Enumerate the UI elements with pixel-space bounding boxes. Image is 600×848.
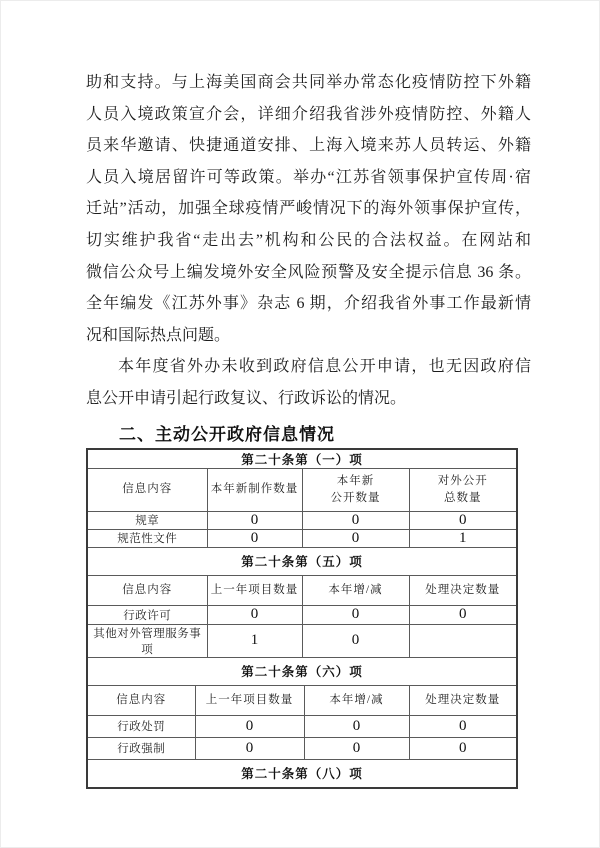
- text-line: 全年编发《江苏外事》杂志 6 期，介绍我省外事工作最新情: [86, 295, 531, 313]
- table-row: [87, 737, 517, 759]
- text-line: 况和国际热点问题。: [86, 326, 231, 344]
- column-header-text: 信息内容: [122, 483, 173, 496]
- column-header-text: 本年新: [336, 474, 375, 487]
- page-content: [86, 67, 531, 789]
- column-header-row: [87, 685, 517, 715]
- text-line: 员来华邀请、快捷通道安排、上海入境来苏人员转运、外籍: [86, 137, 531, 155]
- row-label-cell: 行政许可: [87, 605, 207, 624]
- section-heading: 二、主动公开政府信息情况: [119, 424, 335, 444]
- column-header-cell: [207, 575, 302, 605]
- text-line: 切实维护我省“走出去”机构和公民的合法权益。在网站和: [86, 231, 531, 249]
- column-header-row: [87, 468, 517, 511]
- text-line: 息公开申请引起行政复议、行政诉讼的情况。: [86, 389, 407, 407]
- column-header-text: 信息内容: [116, 693, 167, 706]
- text-line: 人员入境居留许可等政策。举办“江苏省领事保护宣传周·宿: [86, 168, 531, 186]
- column-header-cell: [87, 468, 207, 511]
- column-header-cell: [409, 575, 517, 605]
- column-header-text: 对外公开: [437, 474, 488, 487]
- row-label-cell: 其他对外管理服务事项: [87, 624, 207, 657]
- column-header-cell: [87, 685, 195, 715]
- column-header-text: 本年增/减: [329, 693, 384, 706]
- table-section-title: 第二十条第（一）项: [87, 449, 517, 469]
- value-cell: 0: [302, 624, 409, 657]
- column-header-cell: [302, 468, 409, 511]
- column-header-cell: [409, 468, 517, 511]
- column-header-text: 本年增/减: [328, 583, 383, 596]
- value-cell: 0: [409, 511, 517, 529]
- column-header-row: [87, 575, 517, 605]
- value-cell: 1: [207, 624, 302, 657]
- table-section-title-row: [87, 657, 517, 685]
- table-section-title: 第二十条第（五）项: [87, 547, 517, 575]
- value-cell: 0: [409, 605, 517, 624]
- value-cell: 0: [409, 715, 517, 737]
- column-header-cell: [87, 575, 207, 605]
- row-label-cell: 行政强制: [87, 737, 195, 759]
- row-label-cell: 行政处罚: [87, 715, 195, 737]
- value-cell: 0: [304, 737, 409, 759]
- column-header-text: 处理决定数量: [425, 693, 501, 706]
- column-header-cell: [409, 685, 517, 715]
- table-section-title-row: [87, 547, 517, 575]
- table-row: [87, 511, 517, 529]
- value-cell: 0: [304, 715, 409, 737]
- column-header-text: 上一年项目数量: [210, 583, 299, 596]
- value-cell: 0: [195, 737, 304, 759]
- column-header-cell: [302, 575, 409, 605]
- table-section-title-row: [87, 449, 517, 469]
- column-header-text: 信息内容: [122, 583, 173, 596]
- column-header-text: 上一年项目数量: [205, 693, 294, 706]
- table-row: [87, 529, 517, 547]
- value-cell: 0: [302, 511, 409, 529]
- table-section-title: 第二十条第（八）项: [87, 759, 517, 788]
- value-cell: [409, 624, 517, 657]
- table-row: [87, 715, 517, 737]
- table-row: [87, 624, 517, 657]
- column-header-cell: [207, 468, 302, 511]
- table-section-title-row: [87, 759, 517, 788]
- column-header-text: 本年新制作数量: [210, 483, 299, 496]
- value-cell: 0: [207, 605, 302, 624]
- text-line: 人员入境政策宣介会，详细介绍我省涉外疫情防控、外籍人: [86, 105, 531, 123]
- value-cell: 0: [195, 715, 304, 737]
- disclosure-table: [86, 448, 518, 789]
- row-label-cell: 规章: [87, 511, 207, 529]
- table-section-title: 第二十条第（六）项: [87, 657, 517, 685]
- column-header-text: 公开数量: [330, 491, 381, 504]
- text-line: 迁站”活动，加强全球疫情严峻情况下的海外领事保护宣传，: [86, 200, 531, 218]
- column-header-cell: [195, 685, 304, 715]
- column-header-text: 总数量: [444, 491, 482, 504]
- text-line: 微信公众号上编发境外安全风险预警及安全提示信息 36 条。: [86, 263, 531, 281]
- column-header-cell: [304, 685, 409, 715]
- value-cell: 0: [207, 529, 302, 547]
- value-cell: 0: [302, 605, 409, 624]
- value-cell: 0: [207, 511, 302, 529]
- text-line: 本年度省外办未收到政府信息公开申请，也无因政府信: [118, 358, 531, 376]
- text-line: 助和支持。与上海美国商会共同举办常态化疫情防控下外籍: [86, 74, 531, 91]
- row-label-cell: 规范性文件: [87, 529, 207, 547]
- table-row: [87, 605, 517, 624]
- value-cell: 0: [409, 737, 517, 759]
- value-cell: 1: [409, 529, 517, 547]
- value-cell: 0: [302, 529, 409, 547]
- column-header-text: 处理决定数量: [425, 583, 501, 596]
